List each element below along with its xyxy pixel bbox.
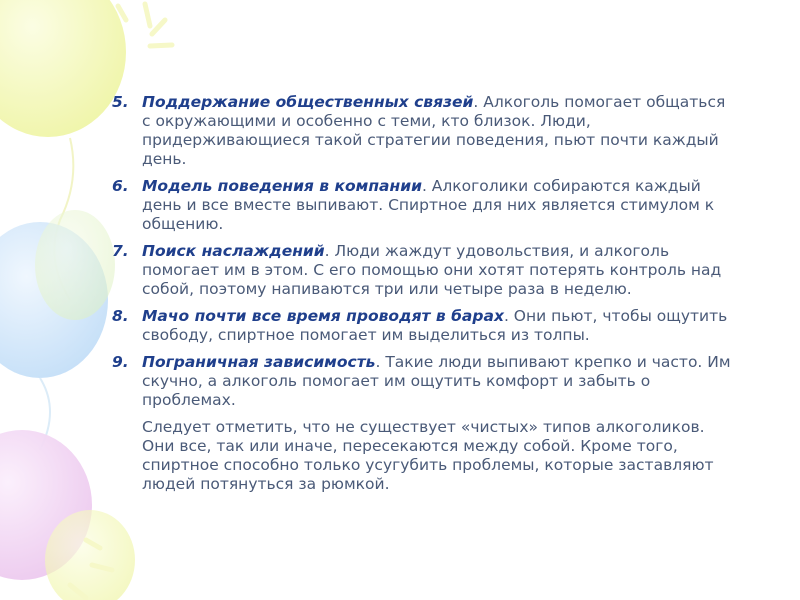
item-text: . Алкоголики собираются каждый день и все вместе выпивают. Спиртное для них является стимулом к общению. <box>142 177 715 233</box>
item-title: Пограничная зависимость <box>142 353 376 371</box>
yellow-balloon <box>0 0 126 137</box>
item-text: . Люди жаждут удовольствия, и алкоголь помогает им в этом. С его помощью они хотят потерять контроль над собой, поэтому напиваются три или четыре раза в неделю. <box>142 242 722 298</box>
slide-text-content <box>112 93 732 494</box>
item-title: Поиск наслаждений <box>142 242 325 260</box>
item-title: Модель поведения в компании <box>142 177 422 195</box>
item-text: . Такие люди выпивают крепко и часто. Им скучно, а алкоголь помогает им ощутить комфорт и забыть о проблемах. <box>142 353 731 409</box>
item-text: . Алкоголь помогает общаться с окружающими и особенно с теми, кто близок. Люди, придерживающиеся такой стратегии поведения, пьют почти каждый день. <box>142 93 726 168</box>
item-number: 7. <box>112 242 129 260</box>
list-item-5 <box>112 93 732 169</box>
list-item-9 <box>112 353 732 410</box>
list-item-6 <box>112 177 732 234</box>
list-item-7 <box>112 242 732 299</box>
item-number: 8. <box>112 307 129 325</box>
item-number: 6. <box>112 177 129 195</box>
item-text: . Они пьют, чтобы ощутить свободу, спиртное помогает им выделиться из толпы. <box>142 307 728 344</box>
item-number: 9. <box>112 353 129 371</box>
item-title: Мачо почти все время проводят в барах <box>142 307 504 325</box>
item-number: 5. <box>112 93 129 111</box>
green-balloon <box>35 210 115 320</box>
item-title: Поддержание общественных связей <box>142 93 474 111</box>
list-item-8 <box>112 307 732 345</box>
sparkle-rays-top <box>118 4 172 46</box>
closing-paragraph: Следует отметить, что не существует «чистых» типов алкоголиков. Они все, так или иначе, пересекаются между собой. Кроме того, спиртное способно только усугубить проблемы, которые заставляют людей потянуться за рюмкой. <box>142 418 714 493</box>
